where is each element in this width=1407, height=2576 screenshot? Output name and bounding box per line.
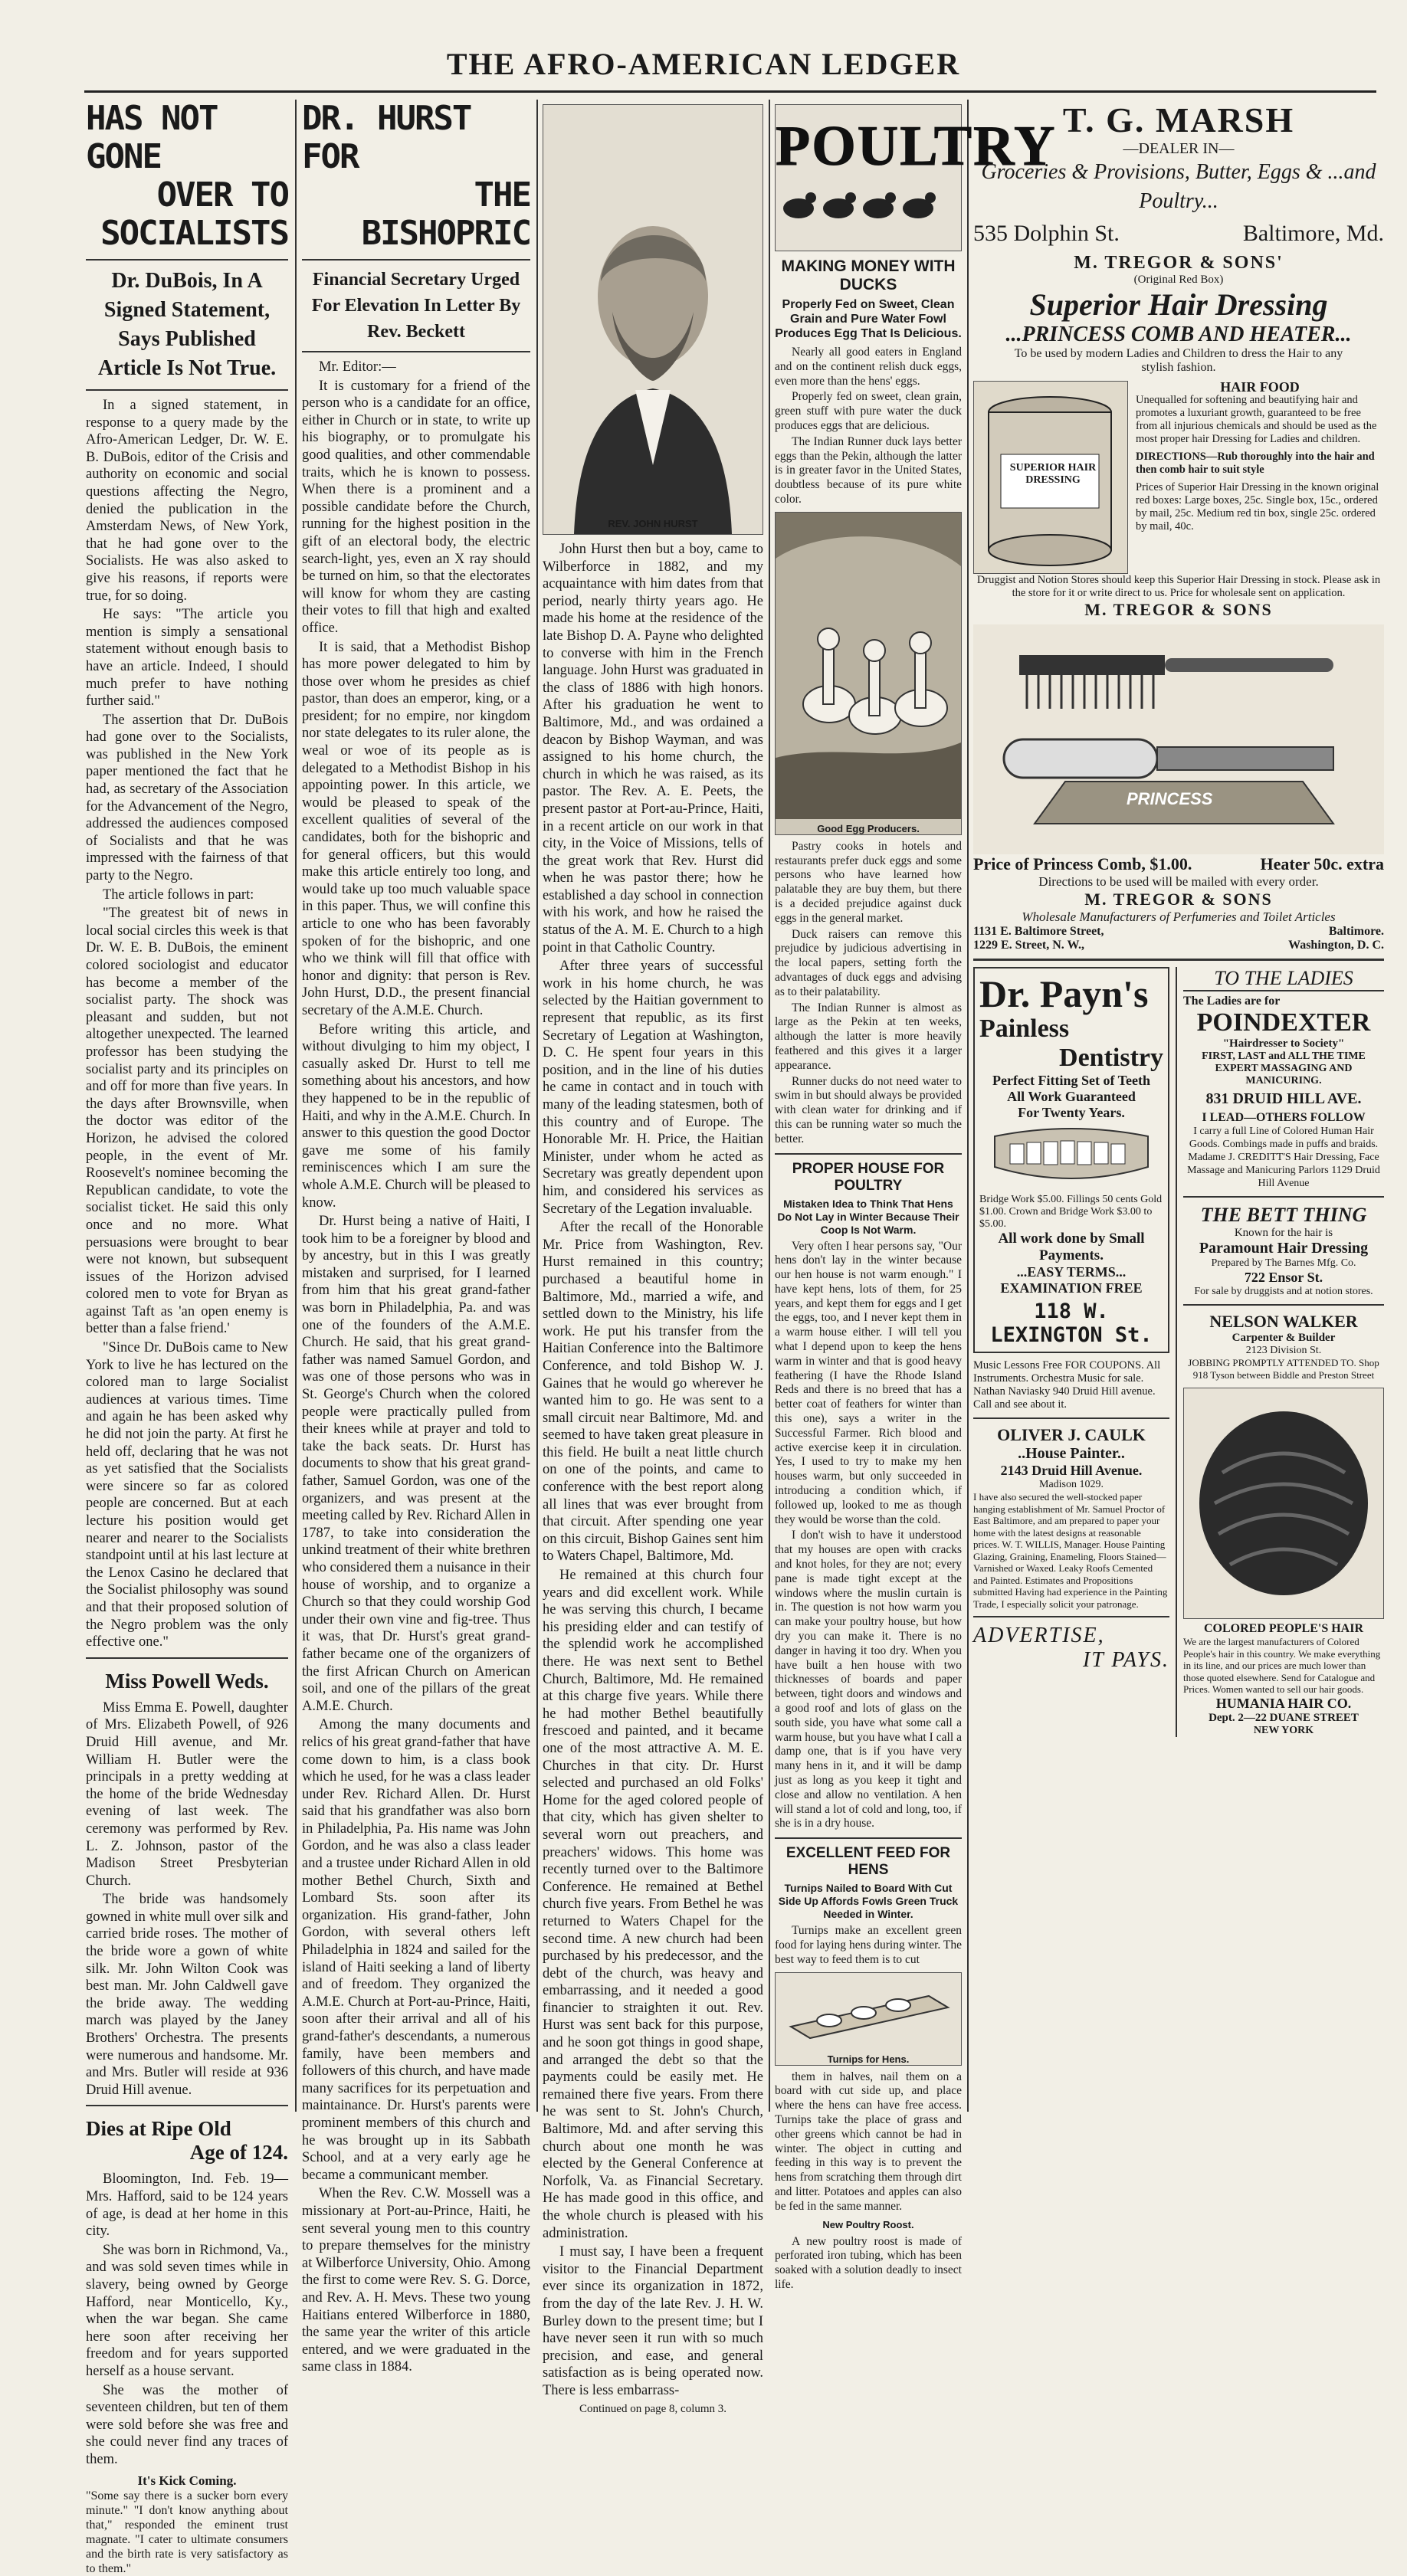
tregor-comb: ...PRINCESS COMB AND HEATER... (1005, 323, 1352, 346)
betthing-address: 722 Ensor St. (1244, 1270, 1323, 1285)
divider (775, 1153, 962, 1155)
tregor-name: M. TREGOR & SONS' (1074, 253, 1284, 273)
divider (86, 389, 288, 391)
paragraph: She was born in Richmond, Va., and was sold seven times while in slavery, being owned by George Hafford, near Monticello, Ky., when the war began. She came here soon after receiving her freedom and for years supported herself as a house servant. (86, 2242, 288, 2379)
paragraph: The assertion that Dr. DuBois had gone over to the Socialists, was published in the New York paper mentioned the fact that he had, as secretary of the Association for the Advancement of the Negro, addressed the audiences composed of Socialists and that he was impressed with the fairness of that party to the Negro. (86, 712, 288, 884)
hair-dressing-can (973, 381, 1128, 574)
article-body (86, 1699, 288, 2099)
paragraph: I don't wish to have it understood that my houses are open with cracks and knot holes, for they are not; every pane is made tight except at the windows where the muslin curtain is in. The question is not how warm you can make your poultry house, but how dry you can make it. There is no danger in having it too dry. When you have built a hen house with two thicknesses of boards and paper between, tight doors and windows and a good roof and lots of glass on the south side, you have what some call a warm house, but you have what I call a damp one, that is if you have very many hens in it, and it will be damp just as long as you keep it tight and close and allow no ventilation. A hen will stand a lot of cold and long, too, if she is in a dry house. (775, 1529, 962, 1830)
paragraph: It is said, that a Methodist Bishop has more power delegated to him by those over whom he presides as chief pastor, than does an emperor, king, or a president; for no empire, nor kingdom nor state delegates to its ruler alone, the weal or woe of its people as is delegated to a Methodist Bishop in his appointing power. In this article, we would be pleased to speak of the excellent qualities of several of the candidates, both for the bishopric and for general officers, but this would make this article entirely too long, and would take up too much valuable space in this paper. Thus, we will confine this article to one who has been favorably spoken of for the bishopric, and one who we think will fill that office with honor and dignity: that person is Rev. John Hurst, D.D., the present financial secretary of the A.M.E. Church. (302, 639, 530, 1018)
ladies-are-for: The Ladies are for (1183, 995, 1281, 1008)
portrait-drawing (543, 105, 763, 534)
tregor-signature: M. TREGOR & SONS (1084, 890, 1273, 909)
paragraph: He says: "The article you mention is simply a sensational statement without enough basis to have an article. Indeed, I should much prefer to have nothing further said." (86, 607, 288, 710)
paragraph: I must say, I have been a frequent visitor to the Financial Department ever since its organization in 1872, from the day of the late Rev. J. H. W. Burley down to the present time; but I have never seen it run with so much precision, and ease, and general satisfaction as is being operated now. There is less embarrass- (543, 2244, 763, 2398)
section-heading: Miss Powell Weds. (105, 1669, 269, 1693)
column-1 (86, 99, 288, 2575)
headline: DR. HURST FOR (302, 99, 471, 176)
column-rule (769, 100, 770, 2112)
turnips-drawing (776, 1973, 961, 2050)
betthing-known: Known for the hair is (1234, 1227, 1333, 1239)
comb-drawing (973, 624, 1384, 854)
paragraph: Miss Emma E. Powell, daughter of Mrs. Elizabeth Powell, of 926 Druid Hill avenue, and Mr. William H. Butler were the principals in a pretty wedding at the home of the bride Wednesday evening of last week. The ceremony was performed by Rev. L. Z. Johnson, pastor of the Madison Street Presbyterian Church. (86, 1699, 288, 1889)
turnips-illustration (775, 1972, 962, 2066)
hair-illustration (1183, 1388, 1384, 1619)
caulk-phone: Madison 1029. (1039, 1479, 1104, 1490)
article-body (775, 2070, 962, 2214)
article-body (543, 541, 763, 2400)
divider (973, 1417, 1169, 1419)
walker-trade: Carpenter & Builder (1232, 1332, 1336, 1344)
filler-text: "Some say there is a sucker born every minute." "I don't know anything about that," responded the eminent trust magnate. "I cater to ultimate consumers and the birth rate is very satisfactory as to them." (86, 2489, 288, 2575)
paragraph: The bride was handsomely gowned in white mull over silk and carried bride roses. The mother of the bride wore a gown of white silk. Mr. John Wilton Cook was best man. Mr. John Caldwell gave the bride away. The wedding march was played by the Janey Brothers' Orchestra. The presents were numerous and handsome. Mr. and Mrs. Butler will reside at 936 Druid Hill avenue. (86, 1892, 288, 2098)
paragraph: Nearly all good eaters in England and on the continent relish duck eggs, even more than the hens' eggs. (775, 346, 962, 388)
paragraph: The Indian Runner is almost as large as the Pekin at ten weeks, although the latter is more heavily feathered and this gives it a larger appearance. (775, 1001, 962, 1072)
article-body (775, 1240, 962, 1832)
tregor-use: To be used by modern Ladies and Children to dress the Hair to any stylish fashion. (1014, 347, 1343, 374)
hair-food-row (973, 381, 1384, 574)
advertise-line: ADVERTISE, (973, 1624, 1105, 1647)
headline: OVER TO SOCIALISTS (100, 175, 288, 253)
payn-terms: ...EASY TERMS... (1016, 1264, 1127, 1280)
humania-city: NEW YORK (1253, 1724, 1314, 1736)
tregor-title: Superior Hair Dressing (1029, 287, 1328, 322)
marsh-address: 535 Dolphin St. (973, 221, 1120, 246)
paragraph: Mr. Editor:— (319, 359, 396, 375)
section-heading: Age of 124. (189, 2141, 288, 2165)
divider (302, 259, 530, 261)
hair-drawing (1184, 1388, 1383, 1618)
paragraph: After three years of successful work in his home church, he was selected by the Haitian government to represent that republic, as its first Secretary of Legation at Washington, D. C. He spent four years in this position, and in the line of his duties he came in contact and in touch with many of the leading statesmen, both of this country and of Europe. The Honorable Mr. H. Price, the Haitian Minister, under whom he acted as Secretary was greatly dependent upon him, and considered his services as Secretary of the Legation invaluable. (543, 959, 763, 1217)
poultry-title: POULTRY (776, 115, 1057, 178)
paragraph: Runner ducks do not need water to swim in but should always be provided with clean water for drinking and if this can be running water so much the better. (775, 1074, 962, 1145)
directions: DIRECTIONS—Rub thoroughly into the hair and then comb hair to suit style (1136, 451, 1375, 476)
divider (86, 259, 288, 261)
payn-exam: EXAMINATION FREE (1000, 1280, 1143, 1296)
paragraph: It is customary for a friend of the person who is a candidate for an office, either in Church or in state, to write up his biography, or to promulgate his good qualities, and other commendable traits, which he is known to possess. When there is a prominent and a possible candidate before the Church, running for the highest position in the gift of an electoral body, the electric search-light, yes, even an X ray should be turned on him, so that the electorates will know for whom they are casting their votes to fill that high and exalted office. (302, 378, 530, 636)
subhead: Dr. DuBois, In A Signed Statement, Says Published Article Is Not True. (97, 269, 277, 380)
chickens-illustration (776, 179, 961, 233)
article-body (86, 2171, 288, 2468)
humania-text: We are the largest manufacturers of Colored People's hair in this country. We make everything in its line, and our prices are much lower than those quoted elsewhere. Send for Catalogue and Prices. Women wanted to sell our hair goods. (1183, 1636, 1381, 1695)
paragraph: John Hurst then but a boy, came to Wilberforce in 1882, and my acquaintance with him dates from that period, nearly thirty years ago. He made his home at the residence of the late Bishop D. A. Payne who delighted to converse with him in the French language. John Hurst was graduated in the class of 1886 with high honors. After his graduation he went to Baltimore, Md., and was ordained a deacon by Bishop Wayman, and was assigned to his home church, the church in which he was raised, as its pastor. The Rev. A. E. Peets, the present pastor at Port-au-Prince, Haiti, in a recent article on our work in that city, in the Voice of Missions, tells of the great work that Rev. Hurst did when he was pastor there; how he established a day school in connection with his work, and how he raised the status of the A. M. E. Church to a high point in that Catholic Country. (543, 542, 763, 955)
paragraph: She was the mother of seventeen children, but ten of them were sold before she was free and she could never find any traces of them. (86, 2382, 288, 2467)
section-heading: EXCELLENT FEED FOR HENS (785, 1845, 951, 1879)
poindexter-first: FIRST, LAST and ALL THE TIME EXPERT MASSAGING AND MANICURING. (1202, 1050, 1366, 1086)
paragraph: Very often I hear persons say, "Our hens don't lay in the winter because our hen house is not warm enough." I have kept hens, lots of them, for 25 years, and kept them for eggs and I get the eggs, too, and I never kept them in a warm house either. I will tell you what I depend upon to keep the hens warm in winter and that is good heavy feathering (I have the Rhode Island Reds and there is no breed that has a better coat of feathers for winter than this one), says a writer in the Successful Farmer. Rich blood and active exercise keep it in circulation. Yes, I used to try to make my hen houses warm, but only succeeded in introducing a condition which, if followed up, looked to me as though they would be worse than the cold. (775, 1239, 962, 1526)
creditt-lead: I LEAD—OTHERS FOLLOW (1202, 1111, 1366, 1124)
paragraph: In a signed statement, in response to a query made by the Afro-American Ledger, Dr. W. E. B. DuBois, editor of the Crisis and authority on economic and social questions affecting the Negro, denied the publication in the Amsterdam News, of New York, that he had gone over to the Socialists. He was also asked to give his reasons, if reports were true, for so doing. (86, 398, 288, 604)
paragraph: Duck raisers can remove this prejudice by judicious advertising in the local papers, setting forth the advantages of duck eggs and advising as to their palatability. (775, 927, 962, 998)
hair-food-text (1128, 381, 1384, 574)
paragraph: A new poultry roost is made of perforated iron tubing, which has been soaked with a solution deadly to insect life. (775, 2234, 962, 2291)
advertise-line: IT PAYS. (1082, 1648, 1169, 1672)
roost-caption: New Poultry Roost. (822, 2218, 914, 2230)
directions-note: Directions to be used will be mailed with every order. (1038, 874, 1319, 889)
divider (302, 351, 530, 352)
paragraph: "The greatest bit of news in local social circles this week is that Dr. W. E. B. DuBois, the eminent colored sociologist and educator has become a member of the socialist party. The shock was pleasant and sudden, but not altogether unexpected. The learned professor has been studying the socialist party and its principles on and off for more than five years. In the days after Brownsville, when the doctor was editor of the Horizon, he advised the colored people, in the event of Mr. Roosevelt's nominee becoming the Republican candidate, to vote the socialist ticket. He said this only once and no more. What persuasions were brought to bear were not known, but subsequent issues of the Horizon advised colored men to vote for Bryan as against Taft as 'an open enemy is better than a false friend.' (86, 906, 288, 1337)
paragraph: After the recall of the Honorable Mr. Price from Washington, Rev. Hurst remained in this country; purchased a beautiful home in Baltimore, Md., married a wife, and settled down to the Ministry, his life work. He put his transfer from the Haitian Conference into the Baltimore Conference, and told Bishop W. J. Gaines that he would go wherever he wanted him to go. He was sent to a small circuit near Baltimore, Md. and seemed to have taken great pleasure in this field. He built a neat little church on one of the points, and came to conference with the best report along all lines that was ever brought from that circuit. After spending one year on this circuit, Bishop Gaines sent him to Waters Chapel, Baltimore, Md. (543, 1220, 763, 1565)
article-body (775, 1924, 962, 1967)
article-body (86, 397, 288, 1651)
column-2 (302, 99, 531, 2375)
poindexter-address: 831 DRUID HILL AVE. (1205, 1090, 1362, 1107)
paragraph: Among the many documents and relics of his great grand-father that have come down to him, is a class book which he used, for he was a class leader under Rev. Richard Allen. Dr. Hurst said that his grandfather was also born in Philadelphia, Pa. His name was John Gordon, and he was also a class leader and a trustee under Richard Allen in old mother Bethel Church, Sixth and Lombard Sts. soon after its organization. His grand-father, John Gordon, with several others left Philadelphia in 1824 and sailed for the island of Haiti seeking a land of liberty and of freedom. They organized the A.M.E. Church at Port-au-Prince, Haiti, soon after their arrival and all of his grand-father's descendants, a numerous family, have been members and followers of this church, and have made many sacrifices for its perpetuation and maintainance. Dr. Hurst's parents were prominent members of this church and he was brought up in its Sabbath School, and at a very early age he became a communicant member. (302, 1717, 530, 2183)
marsh-dealer: —DEALER IN— (1123, 140, 1235, 157)
payn-guarantee: All Work Guaranteed (1007, 1089, 1136, 1104)
hair-food-head: HAIR FOOD (1220, 379, 1300, 395)
address-row (973, 939, 1384, 952)
ducks-illustration (775, 512, 962, 835)
masthead: THE AFRO-AMERICAN LEDGER (446, 47, 961, 81)
column-3 (543, 100, 763, 2415)
ladies-head: TO THE LADIES (1183, 967, 1384, 991)
column-5-ads (973, 100, 1384, 2112)
headline: THE BISHOPRIC (361, 175, 530, 253)
walker-text: JOBBING PROMPTLY ATTENDED TO. Shop 918 Tyson between Biddle and Preston Street (1188, 1357, 1379, 1381)
tregor-signature: M. TREGOR & SONS (1084, 600, 1273, 619)
tregor-original: (Original Red Box) (1133, 274, 1224, 286)
paragraph: The Indian Runner duck lays better eggs than the Pekin, although the latter is in greater favor in the United States, doubtless because of its pure white color. (775, 434, 962, 506)
caulk-address: 2143 Druid Hill Avenue. (1000, 1463, 1143, 1478)
wholesale-note: Wholesale Manufacturers of Perfumeries and Toilet Articles (1022, 909, 1336, 924)
can-label: SUPERIOR HAIR DRESSING (1009, 462, 1097, 486)
marsh-address-row (973, 221, 1384, 247)
humania-caption: COLORED PEOPLE'S HAIR (1203, 1622, 1364, 1635)
humania-address: Dept. 2—22 DUANE STREET (1209, 1711, 1359, 1724)
portrait-caption: REV. JOHN HURST (608, 518, 698, 529)
address: 1131 E. Baltimore Street, (973, 925, 1104, 938)
address: 1229 E. Street, N. W., (973, 939, 1085, 952)
article-body (775, 840, 962, 1147)
divider (86, 1657, 288, 1659)
ducks-caption: Good Egg Producers. (817, 822, 920, 834)
divider (973, 959, 1384, 961)
hair-food-desc: Unequalled for softening and beautifying hair and promotes a luxuriant growth, guaranteed to be free from all injurious chemicals and should be used as the most proper hair Dressing for Ladies and children. (1136, 394, 1377, 445)
divider (775, 1837, 962, 1839)
payn-dentistry: Dentistry (1059, 1044, 1163, 1072)
paragraph: He remained at this church four years and did excellent work. While he was serving this church, I became his presiding elder and can testify of the splendid work he accomplished there. He was next sent to Bethel Church, Baltimore, Md. He remained at this charge five years. While there he had mother Bethel beautifully frescoed and painted, and it became one of the most attractive A. M. E. Churches in that city. Dr. Hurst selected and purchased an old Folks' Home for the aged colored people of that city, which has given shelter to several worn out preachers, and preachers' widows. This home was recently turned over to the Baltimore Conference. He remained at Bethel church five years. From Bethel he was returned to Waters Chapel for the second time. A new church had been purchased by his predecessor, and the debt of the church, was heavy and embarrassing, and it needed a good financier to straighten it out. Rev. Hurst was sent back for this purpose, and he soon got things in good shape, and arranged the debt so that the payments could be easily met. He remained there five years. From there he was sent to St. John's Church, Baltimore, Md. and after serving this church about one month he was elected by the General Conference at Norfolk, Va. as Financial Secretary. He has made good in this office, and the whole church is pleased with his administration. (543, 1568, 763, 2241)
divider (1183, 1196, 1384, 1198)
comb-illustration (973, 624, 1384, 854)
section-heading: MAKING MONEY WITH DUCKS (781, 257, 956, 293)
prices: Prices of Superior Hair Dressing in the known original red boxes: Large boxes, 25c. Single box, 15c., ordered by mail, 25c. Medium red tin box, single 25c. ordered by mail, 40c. (1136, 481, 1379, 533)
walker-address: 2123 Division St. (1245, 1345, 1322, 1356)
paragraph: them in halves, nail them on a board with cut side up, and place where the hens can have free access. Turnips take the place of grass and other greens which cannot be had in winter. The object in cutting and feeding in this way is to prevent the hens from scratching them through dirt and litter. Potatoes and apples can also be fed in the same manner. (775, 2070, 962, 2213)
headline: HAS NOT GONE (86, 99, 218, 176)
article-body (775, 2235, 962, 2293)
column-rule (295, 100, 297, 2112)
comb-price: Price of Princess Comb, $1.00. (973, 854, 1192, 873)
payn-bridge: Bridge Work $5.00. Fillings 50 cents Gold $1.00. Crown and Bridge Work $3.00 to $5.00. (979, 1194, 1163, 1230)
subhead: Mistaken Idea to Think That Hens Do Not Lay in Winter Because Their Coop Is Not Warm. (777, 1197, 959, 1236)
article-body (302, 359, 530, 2376)
lower-ads (973, 967, 1384, 1737)
section-heading: Dies at Ripe Old (86, 2117, 231, 2141)
turnips-caption: Turnips for Hens. (827, 2053, 910, 2065)
paragraph: Properly fed on sweet, clean grain, green stuff with pure water the duck produces eggs that are delicious. (775, 390, 962, 432)
payn-ad (973, 967, 1169, 1353)
divider (973, 1616, 1169, 1617)
section-heading: PROPER HOUSE FOR POULTRY (792, 1160, 945, 1194)
paragraph: Bloomington, Ind. Feb. 19—Mrs. Hafford, said to be 124 years of age, is dead at her home in this city. (86, 2171, 288, 2240)
payn-painless: Painless (979, 1014, 1070, 1043)
paragraph: The article follows in part: (103, 887, 254, 903)
music-ad: Music Lessons Free FOR COUPONS. All Instruments. Orchestra Music for sale. Nathan Naviasky 940 Druid Hill avenue. Call and see about it. (973, 1359, 1161, 1411)
article-body (775, 346, 962, 507)
paragraph: Dr. Hurst being a native of Haiti, I took him to be a foreigner by blood and by ancestry, but in this I was greatly mistaken and surprised, for I learned from him that his great grand-father was born in Philadelphia, Pa. and was one of the founders of the A.M.E. Church. He said, that his great grand-father was named Samuel Gordon, and was one of those persons who was in St. George's Church when the colored people were practically pulled from their knees while at prayer and told to take the back seats. Dr. Hurst has documents to show that his great grand-father, Samuel Gordon, was one of the organizers, and was present at the meeting called by Rev. Richard Allen in 1787, to take into consideration the unkind treatment of their white brethren who considered them a nuisance in their house of worship, and to organize a Church so that they could worship God under their own vine and fig-tree. Thus it was, that Dr. Hurst's great grand-father became one of the organizers of the first African Church on American soil, and one of the pillars of the great A.M.E. Church. (302, 1214, 530, 1714)
address-city: Washington, D. C. (1288, 939, 1384, 952)
address-row (973, 925, 1384, 939)
caulk-trade: ..House Painter.. (1018, 1445, 1125, 1462)
payn-name: Dr. Payn's (979, 972, 1149, 1015)
filler-heading: It's Kick Coming. (137, 2473, 237, 2488)
paragraph: Pastry cooks in hotels and restaurants prefer duck eggs and some persons who have learned how palatable they are buy them, but there is a decided prejudice against duck eggs in the general market. (775, 839, 962, 925)
comb-price-row (973, 854, 1384, 874)
divider (86, 2105, 288, 2106)
address-city: Baltimore. (1328, 925, 1384, 938)
payn-address: 118 W. LEXINGTON St. (990, 1299, 1153, 1347)
continued-note: Continued on page 8, column 3. (579, 2402, 727, 2415)
caulk-text: I have also secured the well-stocked paper hanging establishment of Mr. Samuel Proctor of East Baltimore, and am prepared to paper your home with the latest designs at reasonable prices. W. T. WILLIS, Manager. House Painting Glazing, Graining, Enameling, Floors Stained—Varnished or Waxed. Leaky Roofs Cemented and Painted. Estimates and Propositions submitted Having had experience in the Painting Trade, I especially solicit your patronage. (973, 1491, 1168, 1610)
teeth-drawing (979, 1121, 1163, 1190)
creditt-text: I carry a full Line of Colored Human Hair Goods. Combings made in puffs and braids. Madame J. CREDITT'S Hair Dressing, Face Massage and Manicuring Parlors 1129 Druid Hill Avenue (1187, 1126, 1380, 1189)
comb-label: PRINCESS (1127, 789, 1213, 808)
marsh-goods: Groceries & Provisions, Butter, Eggs & ...and Poultry... (981, 160, 1376, 213)
marsh-city: Baltimore, Md. (1242, 221, 1384, 246)
paragraph: "Since Dr. DuBois came to New York to live he has lectured on the colored man to large Socialist audiences at various times. Time and again he has been asked why he did not join the party. At first he held off, declaring that he was not as yet satisfied that the Socialists were sincere so far as colored people are concerned. But at each lecture his position would get nearer and nearer to the Socialists standpoint until at his last lecture at the Lenox Casino he declared that the Socialist philosophy was sound and that their proposed solution of the Negro problem was the only effective one." (86, 1340, 288, 1650)
subhead: Financial Secretary Urged For Elevation In Letter By Rev. Beckett (311, 270, 521, 342)
payn-set: Perfect Fitting Set of Teeth (992, 1073, 1150, 1088)
poindexter-slogan: "Hairdresser to Society" (1222, 1037, 1345, 1050)
betthing-sale: For sale by druggists and at notion stores. (1194, 1286, 1373, 1297)
subhead: Turnips Nailed to Board With Cut Side Up Affords Fowls Green Truck Needed in Winter. (778, 1882, 959, 1921)
humania-name: HUMANIA HAIR CO. (1215, 1695, 1352, 1711)
payn-payments: All work done by Small Payments. (998, 1231, 1145, 1263)
column-rule (536, 100, 538, 2112)
paragraph: When the Rev. C.W. Mossell was a missionary at Port-au-Prince, Haiti, he sent several young men to this country to prepare themselves for the ministry at Wilberforce University, Ohio. Among the first to come were Rev. S. G. Dorce, and Rev. A. H. Mevs. These two young Haitians entered Wilberforce in 1880, the same year the writer of this article entered, and we were graduated in the same class in 1884. (302, 2186, 530, 2375)
divider (1183, 1304, 1384, 1306)
paragraph: Before writing this article, and without divulging to him my object, I casually asked Dr. Hurst to tell me something about his ancestors, and how they happened to be in the republic of Haiti, and why in the A.M.E. Church. In answer to this question the good Doctor gave me some of his family reminiscences which I am sure the whole A.M.E. Church will be pleased to know. (302, 1021, 531, 1211)
lower-ads-right (1177, 967, 1384, 1737)
caulk-name: OLIVER J. CAULK (997, 1425, 1146, 1444)
column-rule (967, 100, 969, 2112)
top-rule (84, 90, 1376, 93)
stores-note: Druggist and Notion Stores should keep this Superior Hair Dressing in stock. Please ask in the store for it or write direct to us. Price for wholesale sent on application. (976, 574, 1381, 599)
poindexter-name: POINDEXTER (1196, 1008, 1371, 1037)
paragraph: Turnips make an excellent green food for laying hens during winter. The best way to feed them is to cut (775, 1924, 962, 1966)
betthing-prepared: Prepared by The Barnes Mfg. Co. (1211, 1257, 1356, 1269)
heater-price: Heater 50c. extra (1260, 854, 1384, 873)
payn-years: For Twenty Years. (1018, 1105, 1125, 1120)
walker-name: NELSON WALKER (1209, 1312, 1358, 1331)
marsh-name: T. G. MARSH (1062, 100, 1295, 139)
subhead: Properly Fed on Sweet, Clean Grain and Pure Water Fowl Produces Egg That Is Delicious. (775, 298, 962, 340)
betthing-head: THE BETT THING (1200, 1204, 1367, 1226)
portrait-image (543, 104, 763, 535)
betthing-product: Paramount Hair Dressing (1199, 1240, 1369, 1257)
ducks-drawing (776, 513, 961, 819)
lower-ads-left (973, 967, 1177, 1737)
